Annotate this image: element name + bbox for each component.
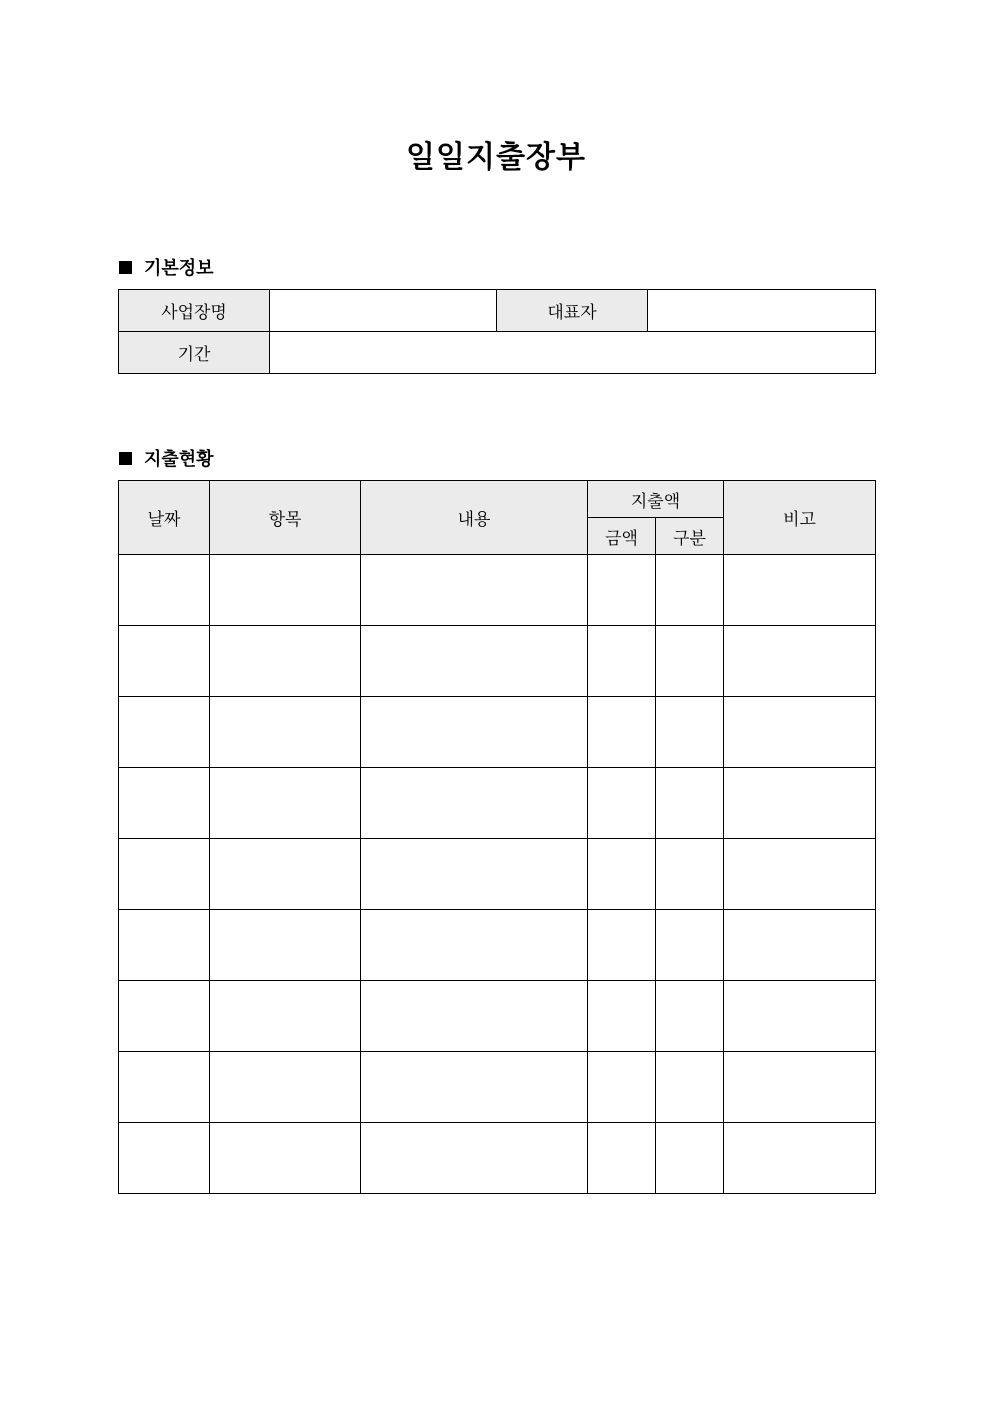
cell-date[interactable] (119, 626, 210, 697)
cell-item[interactable] (210, 768, 361, 839)
cell-remarks[interactable] (724, 839, 876, 910)
basic-info-table (118, 289, 876, 374)
cell-item[interactable] (210, 981, 361, 1052)
cell-remarks[interactable] (724, 626, 876, 697)
cell-amount[interactable] (588, 981, 656, 1052)
cell-date[interactable] (119, 1052, 210, 1123)
square-bullet-icon (119, 452, 132, 465)
cell-amount[interactable] (588, 768, 656, 839)
cell-item[interactable] (210, 1052, 361, 1123)
period-field[interactable] (270, 332, 876, 374)
cell-item[interactable] (210, 1123, 361, 1194)
cell-content[interactable] (361, 910, 588, 981)
cell-category[interactable] (656, 1123, 724, 1194)
cell-date[interactable] (119, 555, 210, 626)
table-row (119, 332, 876, 374)
cell-remarks[interactable] (724, 1052, 876, 1123)
table-row (119, 839, 876, 910)
basic-info-heading (119, 254, 214, 280)
cell-content[interactable] (361, 839, 588, 910)
cell-remarks[interactable] (724, 697, 876, 768)
cell-category[interactable] (656, 1052, 724, 1123)
cell-amount[interactable] (588, 555, 656, 626)
representative-label: 대표자 (497, 290, 648, 332)
cell-content[interactable] (361, 555, 588, 626)
table-row (119, 697, 876, 768)
column-header-content: 내용 (361, 481, 588, 555)
cell-amount[interactable] (588, 1123, 656, 1194)
page-title: 일일지출장부 (406, 140, 586, 175)
column-header-expense-amount: 지출액 (588, 481, 724, 518)
table-row (119, 290, 876, 332)
cell-remarks[interactable] (724, 1123, 876, 1194)
table-row (119, 768, 876, 839)
cell-item[interactable] (210, 910, 361, 981)
business-name-field[interactable] (270, 290, 497, 332)
cell-amount[interactable] (588, 697, 656, 768)
representative-field[interactable] (648, 290, 876, 332)
table-row (119, 626, 876, 697)
business-name-label: 사업장명 (119, 290, 270, 332)
table-row (119, 981, 876, 1052)
expense-status-heading-label: 지출현황 (144, 449, 214, 470)
cell-item[interactable] (210, 697, 361, 768)
column-header-item: 항목 (210, 481, 361, 555)
column-header-amount: 금액 (588, 518, 656, 555)
cell-item[interactable] (210, 839, 361, 910)
cell-content[interactable] (361, 981, 588, 1052)
square-bullet-icon (119, 261, 132, 274)
cell-content[interactable] (361, 697, 588, 768)
basic-info-heading-label: 기본정보 (144, 258, 214, 279)
cell-remarks[interactable] (724, 768, 876, 839)
cell-date[interactable] (119, 839, 210, 910)
cell-remarks[interactable] (724, 555, 876, 626)
cell-category[interactable] (656, 839, 724, 910)
cell-content[interactable] (361, 1123, 588, 1194)
cell-remarks[interactable] (724, 981, 876, 1052)
cell-category[interactable] (656, 555, 724, 626)
table-row (119, 1123, 876, 1194)
period-label: 기간 (119, 332, 270, 374)
cell-date[interactable] (119, 1123, 210, 1194)
cell-amount[interactable] (588, 626, 656, 697)
cell-category[interactable] (656, 697, 724, 768)
cell-date[interactable] (119, 910, 210, 981)
table-row (119, 555, 876, 626)
cell-remarks[interactable] (724, 910, 876, 981)
cell-amount[interactable] (588, 1052, 656, 1123)
cell-content[interactable] (361, 768, 588, 839)
cell-category[interactable] (656, 981, 724, 1052)
column-header-remarks: 비고 (724, 481, 876, 555)
cell-item[interactable] (210, 626, 361, 697)
cell-date[interactable] (119, 768, 210, 839)
cell-amount[interactable] (588, 839, 656, 910)
cell-amount[interactable] (588, 910, 656, 981)
column-header-date: 날짜 (119, 481, 210, 555)
cell-category[interactable] (656, 910, 724, 981)
table-row (119, 1052, 876, 1123)
cell-category[interactable] (656, 768, 724, 839)
cell-content[interactable] (361, 1052, 588, 1123)
column-header-category: 구분 (656, 518, 724, 555)
cell-date[interactable] (119, 981, 210, 1052)
cell-item[interactable] (210, 555, 361, 626)
table-header-row (119, 481, 876, 518)
expense-table (118, 480, 876, 1194)
expense-status-heading (119, 445, 214, 471)
table-row (119, 910, 876, 981)
cell-category[interactable] (656, 626, 724, 697)
cell-content[interactable] (361, 626, 588, 697)
cell-date[interactable] (119, 697, 210, 768)
